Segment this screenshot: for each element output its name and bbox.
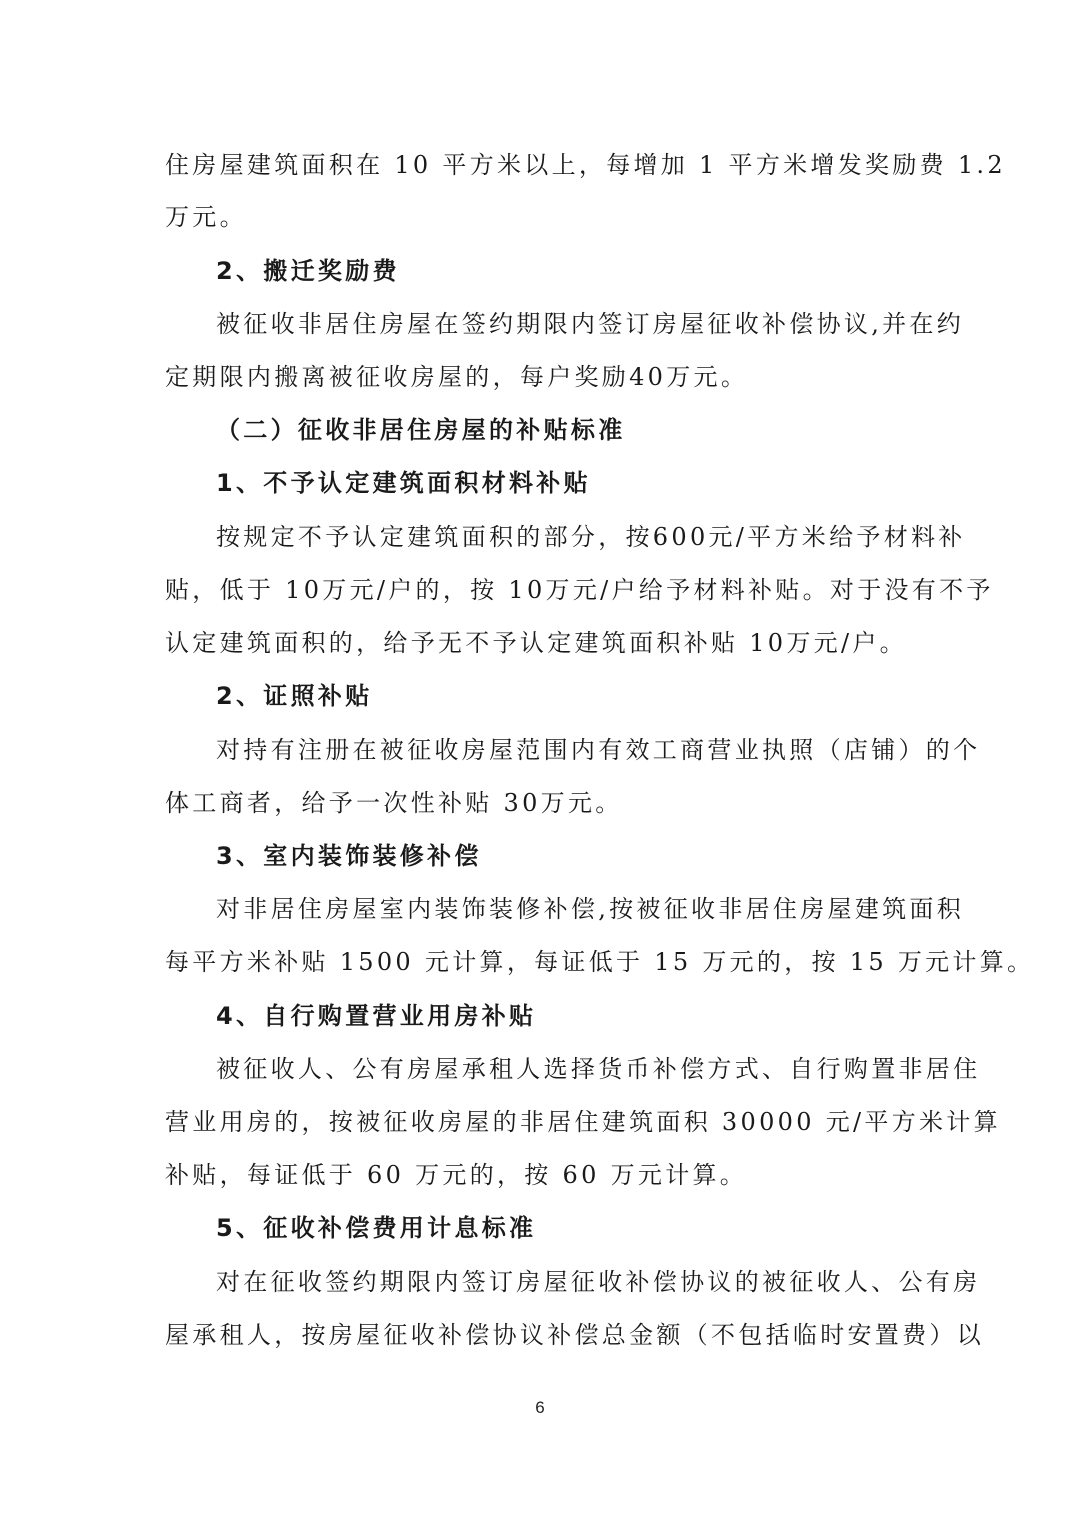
body-text-line: 补贴，每证低于 60 万元的，按 60 万元计算。 xyxy=(165,1161,748,1189)
body-text-line: 每平方米补贴 1500 元计算，每证低于 15 万元的，按 15 万元计算。 xyxy=(165,948,1035,976)
body-text-line: 被征收人、公有房屋承租人选择货币补偿方式、自行购置非居住 xyxy=(216,1055,981,1083)
body-text-line: 对非居住房屋室内装饰装修补偿,按被征收非居住房屋建筑面积 xyxy=(216,895,965,923)
page-number: 6 xyxy=(535,1398,545,1417)
body-text-line: 万元。 xyxy=(165,203,247,231)
body-text-line: 被征收非居住房屋在签约期限内签订房屋征收补偿协议,并在约 xyxy=(216,310,965,338)
body-text-line: 按规定不予认定建筑面积的部分，按600元/平方米给予材料补 xyxy=(216,523,966,551)
body-text-line: 住房屋建筑面积在 10 平方米以上，每增加 1 平方米增发奖励费 1.2 xyxy=(165,151,1006,179)
section-heading-interest-standard: 5、征收补偿费用计息标准 xyxy=(216,1214,537,1242)
body-text-line: 营业用房的，按被征收房屋的非居住建筑面积 30000 元/平方米计算 xyxy=(165,1108,1001,1136)
section-heading-subsidy-standards: （二）征收非居住房屋的补贴标准 xyxy=(216,416,626,444)
section-heading-relocation-reward: 2、搬迁奖励费 xyxy=(216,257,400,285)
body-text-line: 对在征收签约期限内签订房屋征收补偿协议的被征收人、公有房 xyxy=(216,1268,981,1296)
section-heading-premises-purchase-subsidy: 4、自行购置营业用房补贴 xyxy=(216,1002,537,1030)
body-text-line: 贴，低于 10万元/户的，按 10万元/户给予材料补贴。对于没有不予 xyxy=(165,576,994,604)
body-text-line: 认定建筑面积的，给予无不予认定建筑面积补贴 10万元/户。 xyxy=(165,629,907,657)
section-heading-license-subsidy: 2、证照补贴 xyxy=(216,682,373,710)
body-text-line: 体工商者，给予一次性补贴 30万元。 xyxy=(165,789,623,817)
section-heading-material-subsidy: 1、不予认定建筑面积材料补贴 xyxy=(216,469,591,497)
section-heading-decoration-compensation: 3、室内装饰装修补偿 xyxy=(216,842,482,870)
body-text-line: 屋承租人，按房屋征收补偿协议补偿总金额（不包括临时安置费）以 xyxy=(165,1321,984,1349)
body-text-line: 对持有注册在被征收房屋范围内有效工商营业执照（店铺）的个 xyxy=(216,736,981,764)
body-text-line: 定期限内搬离被征收房屋的，每户奖励40万元。 xyxy=(165,363,749,391)
